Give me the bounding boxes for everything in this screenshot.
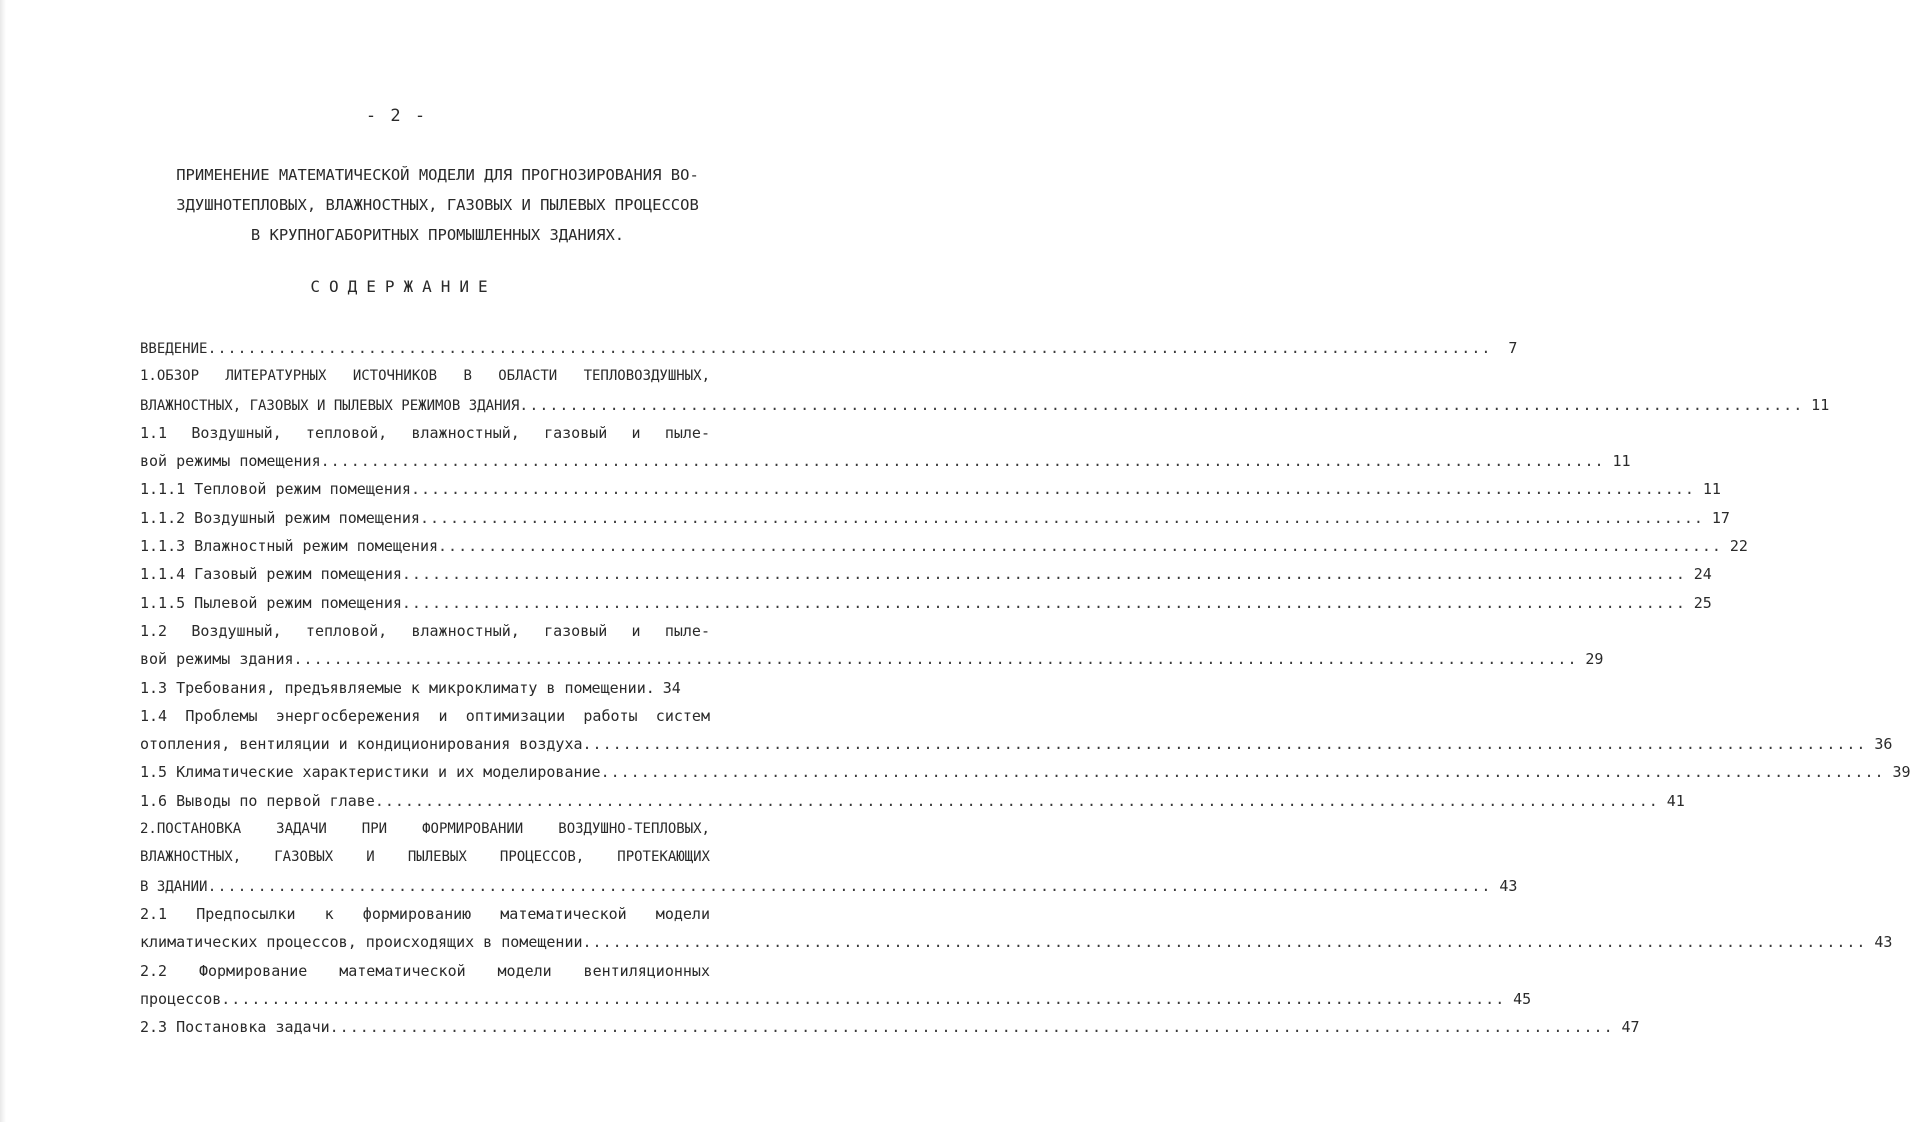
page-number: - 2 - — [365, 106, 428, 126]
toc-leader-dots: ................................................................................................................................ — [207, 876, 1492, 895]
toc-entry-text: 1.1.4 Газовый режим помещения — [140, 565, 402, 584]
toc-leader-dots: ................................................................................................................................ — [582, 933, 1867, 952]
toc-leader-dots: ................................................................................................................................ — [438, 537, 1722, 556]
toc-page-number: 24 — [1693, 565, 1712, 584]
toc-page-number: 45 — [1513, 989, 1532, 1008]
toc-entry-continued: 1.2 Воздушный, тепловой, влажностный, газовый и пыле- — [140, 621, 710, 640]
toc-entry-text: 1.1.5 Пылевой режим помещения — [140, 593, 402, 612]
toc-entry — [140, 447, 1631, 475]
title-line: В КРУПНОГАБОРИТНЫХ ПРОМЫШЛЕННЫХ ЗДАНИЯХ. — [250, 226, 625, 244]
toc-entry — [140, 1013, 1640, 1041]
toc-entry-text: климатических процессов, происходящих в помещении — [140, 933, 583, 952]
toc-leader-dots: ................................................................................................................................ — [207, 339, 1492, 357]
toc-leader-dots: ................................................................................................................................ — [221, 989, 1506, 1008]
toc-leader-dots: ................................................................................................................................ — [329, 1018, 1614, 1037]
toc-entry-text: 2.3 Постановка задачи — [140, 1018, 330, 1037]
toc-leader-dots: ................................................................................................................................ — [600, 763, 1885, 782]
toc-leader-dots: ................................................................................................................................ — [419, 508, 1704, 527]
title-line: ПРИМЕНЕНИЕ МАТЕМАТИЧЕСКОЙ МОДЕЛИ ДЛЯ ПРОГНОЗИРОВАНИЯ ВО- — [176, 166, 699, 184]
toc-entry-continued: 2.1 Предпосылки к формированию математической модели — [140, 904, 710, 923]
toc-page-number: 11 — [1612, 452, 1631, 471]
toc-entry-text: 1.1.3 Влажностный режим помещения — [140, 537, 439, 556]
toc-entry-continued: 2.2 Формирование математической модели вентиляционных — [140, 961, 710, 980]
toc-leader-dots: ................................................................................................................................ — [374, 791, 1659, 810]
toc-entry-text: 1.1.1 Тепловой режим помещения — [140, 480, 411, 499]
toc-entry-continued: 1.ОБЗОР ЛИТЕРАТУРНЫХ ИСТОЧНИКОВ В ОБЛАСТИ ТЕПЛОВОЗДУШНЫХ, — [140, 368, 710, 385]
toc-entry-text: ВВЕДЕНИЕ — [140, 341, 208, 357]
toc-entry-text: вой режимы здания — [140, 650, 294, 669]
toc-entry — [140, 730, 1893, 758]
toc-entry-text: 1.6 Выводы по первой главе — [140, 791, 375, 810]
toc-page-number: 39 — [1892, 763, 1911, 782]
toc-page-number: 47 — [1621, 1018, 1640, 1037]
toc-page-number: 29 — [1585, 650, 1604, 669]
toc-page-number: 25 — [1693, 593, 1712, 612]
toc-entry-text: процессов — [140, 989, 222, 1008]
document-title — [150, 160, 725, 250]
toc-entry — [140, 504, 1730, 532]
toc-entry — [140, 475, 1721, 503]
toc-leader-dots: ................................................................................................................................ — [401, 565, 1686, 584]
toc-entry-text: ВЛАЖНОСТНЫХ, ГАЗОВЫХ И ПЫЛЕВЫХ РЕЖИМОВ ЗДАНИЯ — [140, 397, 520, 414]
toc-page-number: 17 — [1711, 508, 1730, 527]
toc-leader-dots: ................................................................................................................................ — [582, 735, 1867, 754]
contents-heading: СОДЕРЖАНИЕ — [310, 277, 497, 296]
toc-entry-continued: ВЛАЖНОСТНЫХ, ГАЗОВЫХ И ПЫЛЕВЫХ ПРОЦЕССОВ, ПРОТЕКАЮЩИХ — [140, 849, 710, 866]
toc-entry-continued: 2.ПОСТАНОВКА ЗАДАЧИ ПРИ ФОРМИРОВАНИИ ВОЗДУШНО-ТЕПЛОВЫХ, — [140, 821, 710, 838]
toc-entry-text: 1.1.2 Воздушный режим помещения — [140, 508, 420, 527]
toc-entry — [140, 645, 1604, 673]
toc-page-number: 43 — [1874, 933, 1893, 952]
toc-entry — [140, 560, 1712, 588]
toc-entry — [140, 334, 1518, 362]
title-line: ЗДУШНОТЕПЛОВЫХ, ВЛАЖНОСТНЫХ, ГАЗОВЫХ И ПЫЛЕВЫХ ПРОЦЕССОВ — [176, 196, 699, 214]
toc-entry — [140, 872, 1518, 900]
toc-leader-dots: ................................................................................................................................ — [401, 593, 1686, 612]
toc-page-number: 36 — [1874, 735, 1893, 754]
toc-page-number: 7 — [1508, 339, 1518, 357]
toc-entry-text: 1.3 Требования, предъявляемые к микроклимату в помещении. — [140, 678, 655, 697]
toc-entry-continued: 1.1 Воздушный, тепловой, влажностный, газовый и пыле- — [140, 423, 710, 442]
toc-entry-text: отопления, вентиляции и кондиционирования воздуха — [140, 735, 583, 754]
toc-page-number: 11 — [1811, 395, 1830, 414]
toc-page-number: 43 — [1499, 876, 1518, 895]
toc-leader-dots: ................................................................................................................................ — [410, 480, 1695, 499]
toc-entry — [140, 532, 1748, 560]
toc-leader-dots: ................................................................................................................................ — [320, 452, 1605, 471]
toc-entry — [140, 589, 1712, 617]
toc-entry — [140, 674, 710, 702]
toc-entry-text: В ЗДАНИИ — [140, 878, 208, 895]
toc-entry-text: вой режимы помещения — [140, 452, 321, 471]
toc-entry-text: 1.5 Климатические характеристики и их моделирование — [140, 763, 601, 782]
toc-leader-dots: ................................................................................................................................ — [519, 395, 1804, 414]
toc-entry-continued: 1.4 Проблемы энергосбережения и оптимизации работы систем — [140, 706, 710, 725]
table-of-contents — [140, 334, 1911, 1041]
toc-page-number: 34 — [662, 678, 681, 697]
toc-page-number: 41 — [1666, 791, 1685, 810]
scan-edge-shadow — [0, 0, 6, 1122]
toc-leader-dots: ................................................................................................................................ — [293, 650, 1578, 669]
toc-page-number: 11 — [1702, 480, 1721, 499]
toc-entry — [140, 928, 1893, 956]
toc-entry — [140, 758, 1911, 786]
toc-entry — [140, 787, 1685, 815]
toc-entry — [140, 391, 1830, 419]
toc-entry — [140, 985, 1532, 1013]
toc-page-number: 22 — [1729, 537, 1748, 556]
